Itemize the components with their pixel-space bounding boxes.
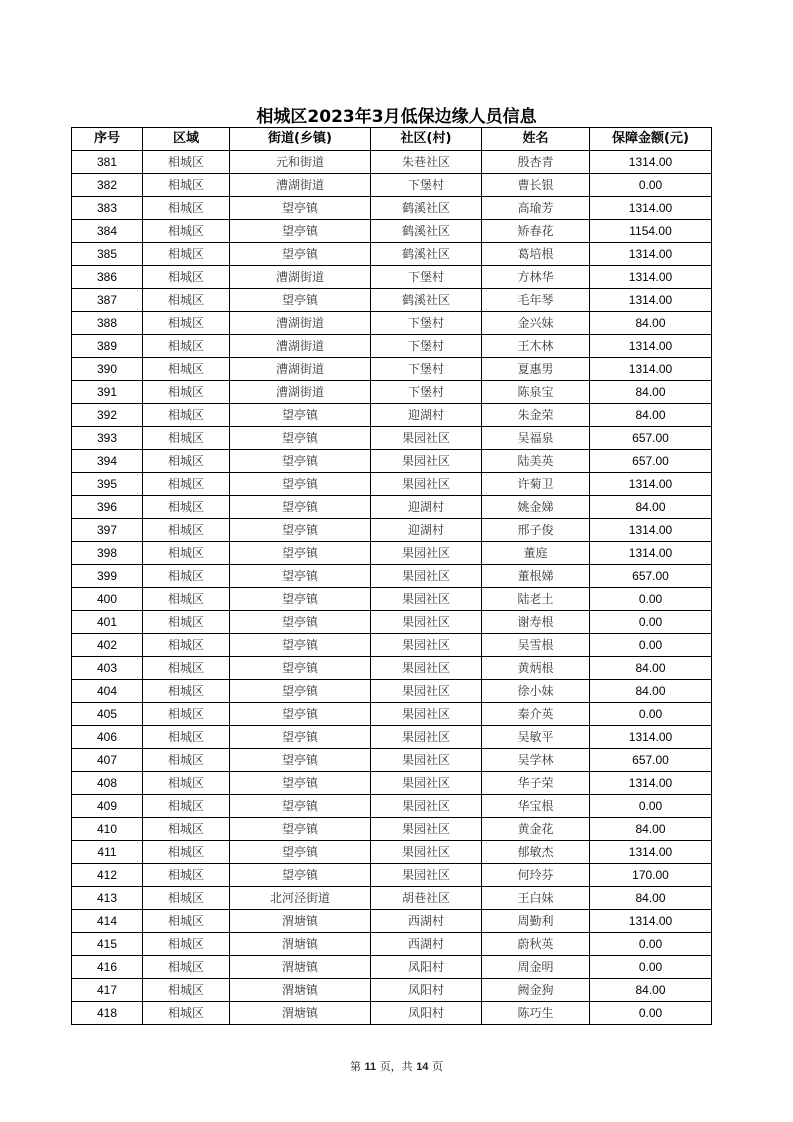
cell-community: 果园社区 bbox=[371, 634, 482, 657]
cell-index: 383 bbox=[72, 197, 143, 220]
cell-community: 鹤溪社区 bbox=[371, 220, 482, 243]
cell-community: 果园社区 bbox=[371, 473, 482, 496]
table-row bbox=[72, 289, 712, 312]
cell-amount: 0.00 bbox=[590, 795, 712, 818]
table-row bbox=[72, 450, 712, 473]
cell-amount: 1314.00 bbox=[590, 197, 712, 220]
cell-index: 382 bbox=[72, 174, 143, 197]
cell-name: 华宝根 bbox=[482, 795, 590, 818]
cell-community: 果园社区 bbox=[371, 680, 482, 703]
cell-district: 相城区 bbox=[143, 335, 230, 358]
cell-name: 吴雪根 bbox=[482, 634, 590, 657]
cell-index: 415 bbox=[72, 933, 143, 956]
table-row bbox=[72, 174, 712, 197]
cell-street: 望亭镇 bbox=[230, 772, 371, 795]
cell-district: 相城区 bbox=[143, 795, 230, 818]
cell-street: 渭塘镇 bbox=[230, 910, 371, 933]
table-row bbox=[72, 726, 712, 749]
cell-district: 相城区 bbox=[143, 841, 230, 864]
cell-community: 果园社区 bbox=[371, 818, 482, 841]
cell-amount: 0.00 bbox=[590, 1002, 712, 1025]
cell-name: 夏惠男 bbox=[482, 358, 590, 381]
cell-street: 望亭镇 bbox=[230, 197, 371, 220]
cell-community: 果园社区 bbox=[371, 657, 482, 680]
cell-community: 凤阳村 bbox=[371, 1002, 482, 1025]
cell-community: 果园社区 bbox=[371, 542, 482, 565]
table-row bbox=[72, 358, 712, 381]
cell-amount: 84.00 bbox=[590, 312, 712, 335]
cell-district: 相城区 bbox=[143, 749, 230, 772]
cell-street: 渭塘镇 bbox=[230, 956, 371, 979]
table-row bbox=[72, 680, 712, 703]
cell-street: 渭塘镇 bbox=[230, 933, 371, 956]
cell-amount: 84.00 bbox=[590, 818, 712, 841]
cell-name: 朱金荣 bbox=[482, 404, 590, 427]
cell-amount: 1314.00 bbox=[590, 726, 712, 749]
cell-amount: 0.00 bbox=[590, 634, 712, 657]
table-row bbox=[72, 588, 712, 611]
cell-street: 望亭镇 bbox=[230, 220, 371, 243]
cell-amount: 84.00 bbox=[590, 680, 712, 703]
cell-district: 相城区 bbox=[143, 473, 230, 496]
cell-amount: 1314.00 bbox=[590, 772, 712, 795]
cell-index: 389 bbox=[72, 335, 143, 358]
cell-index: 410 bbox=[72, 818, 143, 841]
cell-amount: 84.00 bbox=[590, 979, 712, 1002]
table-row bbox=[72, 818, 712, 841]
cell-name: 陈泉宝 bbox=[482, 381, 590, 404]
cell-street: 北河泾街道 bbox=[230, 887, 371, 910]
cell-community: 果园社区 bbox=[371, 749, 482, 772]
cell-amount: 1154.00 bbox=[590, 220, 712, 243]
cell-index: 395 bbox=[72, 473, 143, 496]
cell-name: 吴敏平 bbox=[482, 726, 590, 749]
table-row bbox=[72, 243, 712, 266]
cell-street: 望亭镇 bbox=[230, 427, 371, 450]
cell-index: 418 bbox=[72, 1002, 143, 1025]
cell-index: 391 bbox=[72, 381, 143, 404]
cell-amount: 657.00 bbox=[590, 565, 712, 588]
cell-community: 果园社区 bbox=[371, 611, 482, 634]
cell-street: 元和街道 bbox=[230, 151, 371, 174]
cell-name: 许菊卫 bbox=[482, 473, 590, 496]
cell-index: 409 bbox=[72, 795, 143, 818]
cell-street: 望亭镇 bbox=[230, 450, 371, 473]
document-title: 相城区2023年3月低保边缘人员信息 bbox=[256, 107, 537, 127]
cell-district: 相城区 bbox=[143, 680, 230, 703]
cell-community: 果园社区 bbox=[371, 565, 482, 588]
cell-district: 相城区 bbox=[143, 611, 230, 634]
cell-amount: 0.00 bbox=[590, 933, 712, 956]
cell-community: 果园社区 bbox=[371, 703, 482, 726]
cell-name: 毛年琴 bbox=[482, 289, 590, 312]
cell-district: 相城区 bbox=[143, 1002, 230, 1025]
cell-district: 相城区 bbox=[143, 956, 230, 979]
cell-amount: 0.00 bbox=[590, 611, 712, 634]
cell-street: 望亭镇 bbox=[230, 496, 371, 519]
cell-index: 390 bbox=[72, 358, 143, 381]
cell-amount: 84.00 bbox=[590, 381, 712, 404]
cell-index: 402 bbox=[72, 634, 143, 657]
cell-index: 411 bbox=[72, 841, 143, 864]
cell-district: 相城区 bbox=[143, 657, 230, 680]
cell-amount: 0.00 bbox=[590, 703, 712, 726]
cell-amount: 84.00 bbox=[590, 404, 712, 427]
cell-district: 相城区 bbox=[143, 266, 230, 289]
table-row bbox=[72, 864, 712, 887]
cell-name: 金兴妹 bbox=[482, 312, 590, 335]
footer-prefix: 第 bbox=[350, 1060, 362, 1073]
table-row bbox=[72, 496, 712, 519]
table-row bbox=[72, 151, 712, 174]
cell-community: 果园社区 bbox=[371, 588, 482, 611]
cell-community: 凤阳村 bbox=[371, 956, 482, 979]
table-row bbox=[72, 795, 712, 818]
recipient-table bbox=[71, 127, 712, 1025]
cell-community: 凤阳村 bbox=[371, 979, 482, 1002]
cell-district: 相城区 bbox=[143, 312, 230, 335]
cell-community: 鹤溪社区 bbox=[371, 197, 482, 220]
cell-district: 相城区 bbox=[143, 496, 230, 519]
cell-index: 408 bbox=[72, 772, 143, 795]
cell-street: 望亭镇 bbox=[230, 657, 371, 680]
cell-district: 相城区 bbox=[143, 220, 230, 243]
table-body bbox=[72, 151, 712, 1025]
cell-amount: 1314.00 bbox=[590, 519, 712, 542]
cell-street: 望亭镇 bbox=[230, 818, 371, 841]
cell-district: 相城区 bbox=[143, 450, 230, 473]
cell-amount: 1314.00 bbox=[590, 243, 712, 266]
cell-index: 386 bbox=[72, 266, 143, 289]
cell-street: 望亭镇 bbox=[230, 404, 371, 427]
cell-amount: 657.00 bbox=[590, 749, 712, 772]
cell-street: 望亭镇 bbox=[230, 542, 371, 565]
table-row bbox=[72, 519, 712, 542]
table-row bbox=[72, 220, 712, 243]
cell-community: 果园社区 bbox=[371, 772, 482, 795]
cell-community: 鹤溪社区 bbox=[371, 289, 482, 312]
cell-street: 漕湖街道 bbox=[230, 174, 371, 197]
cell-name: 华子荣 bbox=[482, 772, 590, 795]
cell-name: 殷杏青 bbox=[482, 151, 590, 174]
cell-index: 381 bbox=[72, 151, 143, 174]
cell-street: 漕湖街道 bbox=[230, 266, 371, 289]
footer-suffix: 页 bbox=[431, 1060, 443, 1073]
column-header-street: 街道(乡镇) bbox=[230, 128, 371, 151]
table-row bbox=[72, 657, 712, 680]
cell-district: 相城区 bbox=[143, 243, 230, 266]
cell-index: 401 bbox=[72, 611, 143, 634]
cell-street: 望亭镇 bbox=[230, 841, 371, 864]
cell-street: 望亭镇 bbox=[230, 795, 371, 818]
cell-district: 相城区 bbox=[143, 979, 230, 1002]
cell-index: 385 bbox=[72, 243, 143, 266]
cell-community: 果园社区 bbox=[371, 726, 482, 749]
table-row bbox=[72, 634, 712, 657]
cell-index: 394 bbox=[72, 450, 143, 473]
cell-index: 403 bbox=[72, 657, 143, 680]
table-row bbox=[72, 266, 712, 289]
cell-community: 西湖村 bbox=[371, 910, 482, 933]
cell-amount: 1314.00 bbox=[590, 289, 712, 312]
cell-name: 王白妹 bbox=[482, 887, 590, 910]
cell-name: 董根娣 bbox=[482, 565, 590, 588]
cell-amount: 1314.00 bbox=[590, 266, 712, 289]
cell-amount: 0.00 bbox=[590, 588, 712, 611]
cell-name: 吴福泉 bbox=[482, 427, 590, 450]
cell-index: 406 bbox=[72, 726, 143, 749]
cell-district: 相城区 bbox=[143, 519, 230, 542]
cell-district: 相城区 bbox=[143, 174, 230, 197]
table-row bbox=[72, 979, 712, 1002]
cell-index: 404 bbox=[72, 680, 143, 703]
cell-name: 郁敏杰 bbox=[482, 841, 590, 864]
cell-street: 漕湖街道 bbox=[230, 335, 371, 358]
cell-index: 417 bbox=[72, 979, 143, 1002]
cell-community: 下堡村 bbox=[371, 174, 482, 197]
cell-name: 矫春花 bbox=[482, 220, 590, 243]
column-header-index: 序号 bbox=[72, 128, 143, 151]
cell-street: 望亭镇 bbox=[230, 588, 371, 611]
cell-street: 望亭镇 bbox=[230, 473, 371, 496]
cell-street: 望亭镇 bbox=[230, 864, 371, 887]
cell-name: 方林华 bbox=[482, 266, 590, 289]
cell-street: 望亭镇 bbox=[230, 680, 371, 703]
cell-community: 下堡村 bbox=[371, 266, 482, 289]
cell-district: 相城区 bbox=[143, 818, 230, 841]
table-header-row bbox=[72, 128, 712, 151]
cell-name: 陈巧生 bbox=[482, 1002, 590, 1025]
cell-street: 望亭镇 bbox=[230, 726, 371, 749]
cell-index: 400 bbox=[72, 588, 143, 611]
table-row bbox=[72, 427, 712, 450]
column-header-community: 社区(村) bbox=[371, 128, 482, 151]
cell-name: 谢寿根 bbox=[482, 611, 590, 634]
cell-community: 下堡村 bbox=[371, 335, 482, 358]
cell-amount: 1314.00 bbox=[590, 358, 712, 381]
cell-name: 姚金娣 bbox=[482, 496, 590, 519]
cell-district: 相城区 bbox=[143, 726, 230, 749]
cell-index: 412 bbox=[72, 864, 143, 887]
cell-street: 望亭镇 bbox=[230, 519, 371, 542]
cell-name: 王木林 bbox=[482, 335, 590, 358]
cell-amount: 84.00 bbox=[590, 496, 712, 519]
cell-index: 413 bbox=[72, 887, 143, 910]
cell-amount: 1314.00 bbox=[590, 841, 712, 864]
table-row bbox=[72, 197, 712, 220]
cell-community: 果园社区 bbox=[371, 864, 482, 887]
cell-amount: 1314.00 bbox=[590, 335, 712, 358]
column-header-amount: 保障金额(元) bbox=[590, 128, 712, 151]
cell-community: 迎湖村 bbox=[371, 496, 482, 519]
cell-community: 朱巷社区 bbox=[371, 151, 482, 174]
cell-name: 阙金狗 bbox=[482, 979, 590, 1002]
table-row bbox=[72, 404, 712, 427]
footer-current-page: 11 bbox=[364, 1061, 377, 1073]
cell-index: 414 bbox=[72, 910, 143, 933]
cell-street: 望亭镇 bbox=[230, 611, 371, 634]
cell-district: 相城区 bbox=[143, 910, 230, 933]
cell-street: 望亭镇 bbox=[230, 565, 371, 588]
table-row bbox=[72, 473, 712, 496]
cell-index: 396 bbox=[72, 496, 143, 519]
cell-index: 405 bbox=[72, 703, 143, 726]
cell-community: 下堡村 bbox=[371, 381, 482, 404]
cell-name: 周金明 bbox=[482, 956, 590, 979]
cell-index: 388 bbox=[72, 312, 143, 335]
cell-street: 漕湖街道 bbox=[230, 312, 371, 335]
cell-amount: 1314.00 bbox=[590, 151, 712, 174]
table-row bbox=[72, 749, 712, 772]
cell-amount: 1314.00 bbox=[590, 473, 712, 496]
cell-district: 相城区 bbox=[143, 588, 230, 611]
cell-street: 渭塘镇 bbox=[230, 979, 371, 1002]
cell-name: 黄金花 bbox=[482, 818, 590, 841]
cell-name: 高瑜芳 bbox=[482, 197, 590, 220]
table-row bbox=[72, 611, 712, 634]
cell-community: 果园社区 bbox=[371, 841, 482, 864]
cell-district: 相城区 bbox=[143, 542, 230, 565]
cell-amount: 0.00 bbox=[590, 174, 712, 197]
cell-street: 漕湖街道 bbox=[230, 381, 371, 404]
table-row bbox=[72, 910, 712, 933]
table-row bbox=[72, 841, 712, 864]
cell-index: 399 bbox=[72, 565, 143, 588]
page-footer bbox=[0, 1058, 793, 1074]
cell-name: 何玲芬 bbox=[482, 864, 590, 887]
column-header-district: 区域 bbox=[143, 128, 230, 151]
cell-community: 下堡村 bbox=[371, 312, 482, 335]
cell-name: 曹长银 bbox=[482, 174, 590, 197]
cell-district: 相城区 bbox=[143, 151, 230, 174]
cell-index: 416 bbox=[72, 956, 143, 979]
cell-name: 陆老土 bbox=[482, 588, 590, 611]
cell-district: 相城区 bbox=[143, 565, 230, 588]
cell-amount: 170.00 bbox=[590, 864, 712, 887]
cell-amount: 1314.00 bbox=[590, 542, 712, 565]
cell-community: 迎湖村 bbox=[371, 404, 482, 427]
cell-name: 蔚秋英 bbox=[482, 933, 590, 956]
table-row bbox=[72, 381, 712, 404]
cell-name: 秦介英 bbox=[482, 703, 590, 726]
cell-name: 董庭 bbox=[482, 542, 590, 565]
cell-amount: 0.00 bbox=[590, 956, 712, 979]
cell-name: 葛培根 bbox=[482, 243, 590, 266]
cell-district: 相城区 bbox=[143, 864, 230, 887]
cell-amount: 657.00 bbox=[590, 427, 712, 450]
footer-middle: 页，共 bbox=[379, 1060, 413, 1073]
table-row bbox=[72, 956, 712, 979]
cell-community: 胡巷社区 bbox=[371, 887, 482, 910]
cell-district: 相城区 bbox=[143, 197, 230, 220]
cell-street: 望亭镇 bbox=[230, 243, 371, 266]
table-row bbox=[72, 312, 712, 335]
cell-district: 相城区 bbox=[143, 933, 230, 956]
cell-name: 黄炳根 bbox=[482, 657, 590, 680]
cell-amount: 84.00 bbox=[590, 657, 712, 680]
cell-index: 407 bbox=[72, 749, 143, 772]
cell-community: 果园社区 bbox=[371, 427, 482, 450]
cell-index: 384 bbox=[72, 220, 143, 243]
cell-name: 邢子俊 bbox=[482, 519, 590, 542]
cell-community: 西湖村 bbox=[371, 933, 482, 956]
cell-index: 387 bbox=[72, 289, 143, 312]
table-row bbox=[72, 335, 712, 358]
cell-amount: 84.00 bbox=[590, 887, 712, 910]
cell-district: 相城区 bbox=[143, 358, 230, 381]
cell-community: 鹤溪社区 bbox=[371, 243, 482, 266]
cell-community: 果园社区 bbox=[371, 795, 482, 818]
table-row bbox=[72, 565, 712, 588]
cell-street: 望亭镇 bbox=[230, 749, 371, 772]
table-row bbox=[72, 772, 712, 795]
cell-district: 相城区 bbox=[143, 404, 230, 427]
cell-district: 相城区 bbox=[143, 381, 230, 404]
cell-name: 徐小妹 bbox=[482, 680, 590, 703]
table-row bbox=[72, 933, 712, 956]
cell-name: 陆美英 bbox=[482, 450, 590, 473]
table-row bbox=[72, 887, 712, 910]
cell-amount: 657.00 bbox=[590, 450, 712, 473]
cell-district: 相城区 bbox=[143, 289, 230, 312]
cell-index: 398 bbox=[72, 542, 143, 565]
cell-index: 392 bbox=[72, 404, 143, 427]
cell-name: 吴学林 bbox=[482, 749, 590, 772]
cell-street: 漕湖街道 bbox=[230, 358, 371, 381]
cell-amount: 1314.00 bbox=[590, 910, 712, 933]
cell-index: 393 bbox=[72, 427, 143, 450]
cell-community: 迎湖村 bbox=[371, 519, 482, 542]
cell-street: 望亭镇 bbox=[230, 634, 371, 657]
cell-street: 渭塘镇 bbox=[230, 1002, 371, 1025]
cell-district: 相城区 bbox=[143, 703, 230, 726]
cell-street: 望亭镇 bbox=[230, 703, 371, 726]
cell-community: 下堡村 bbox=[371, 358, 482, 381]
cell-district: 相城区 bbox=[143, 887, 230, 910]
footer-total-pages: 14 bbox=[416, 1061, 429, 1073]
column-header-name: 姓名 bbox=[482, 128, 590, 151]
cell-district: 相城区 bbox=[143, 772, 230, 795]
cell-district: 相城区 bbox=[143, 634, 230, 657]
cell-index: 397 bbox=[72, 519, 143, 542]
table-row bbox=[72, 542, 712, 565]
table-row bbox=[72, 703, 712, 726]
cell-street: 望亭镇 bbox=[230, 289, 371, 312]
cell-district: 相城区 bbox=[143, 427, 230, 450]
cell-name: 周勤利 bbox=[482, 910, 590, 933]
table-row bbox=[72, 1002, 712, 1025]
cell-community: 果园社区 bbox=[371, 450, 482, 473]
